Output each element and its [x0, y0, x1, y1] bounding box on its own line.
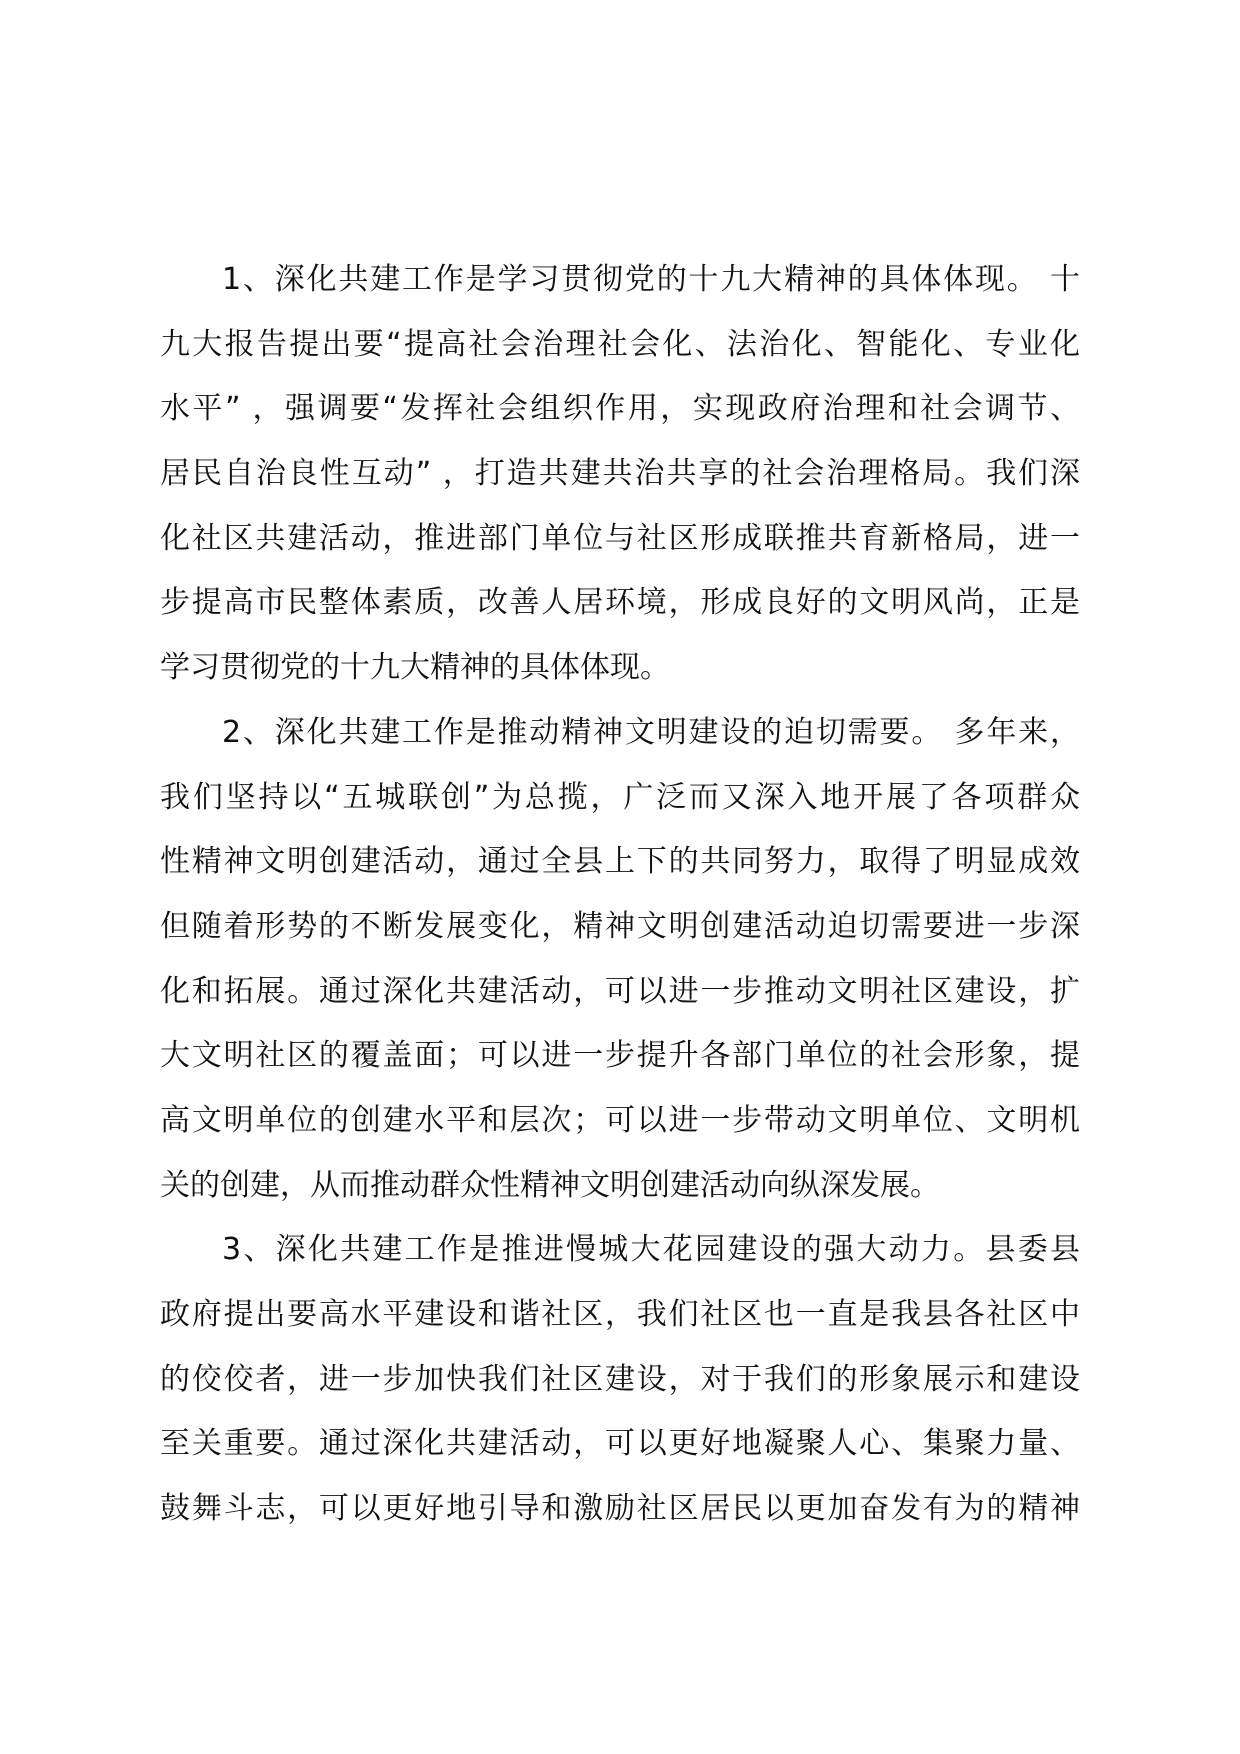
text-line: 3、深化共建工作是推进慢城大花园建设的强大动力。县委县: [222, 1232, 1080, 1268]
text-line: 但随着形势的不断发展变化，精神文明创建活动迫切需要进一步深: [160, 908, 1080, 944]
paragraph-2: [160, 701, 1080, 1219]
text-line: 居民自治良性互动” ，打造共建共治共享的社会治理格局。我们深: [160, 456, 1080, 492]
text-line: 至关重要。通过深化共建活动，可以更好地凝聚人心、集聚力量、: [160, 1426, 1080, 1462]
text-line: 化社区共建活动，推进部门单位与社区形成联推共育新格局，进一: [160, 520, 1080, 556]
text-line: 步提高市民整体素质，改善人居环境，形成良好的文明风尚，正是: [160, 585, 1080, 621]
text-line: 化和拓展。通过深化共建活动，可以进一步推动文明社区建设，扩: [160, 973, 1080, 1009]
document-body: [160, 248, 1080, 1542]
text-line: 水平” ，强调要“发挥社会组织作用，实现政府治理和社会调节、: [160, 391, 1080, 427]
text-line: 高文明单位的创建水平和层次；可以进一步带动文明单位、文明机: [160, 1102, 1080, 1138]
text-line: 政府提出要高水平建设和谐社区，我们社区也一直是我县各社区中: [160, 1297, 1080, 1332]
text-line: 九大报告提出要“提高社会治理社会化、法治化、智能化、专业化: [160, 326, 1080, 362]
text-line: 2、深化共建工作是推动精神文明建设的迫切需要。 多年来，: [222, 714, 1080, 750]
text-line: 的佼佼者，进一步加快我们社区建设，对于我们的形象展示和建设: [160, 1361, 1080, 1397]
text-line: 关的创建，从而推动群众性精神文明创建活动向纵深发展。: [160, 1167, 940, 1203]
paragraph-1: [160, 248, 1080, 701]
text-line: 鼓舞斗志，可以更好地引导和激励社区居民以更加奋发有为的精神: [160, 1491, 1080, 1527]
text-line: 学习贯彻党的十九大精神的具体体现。: [160, 650, 670, 686]
text-line: 1、深化共建工作是学习贯彻党的十九大精神的具体体现。 十: [222, 262, 1080, 297]
text-line: 大文明社区的覆盖面；可以进一步提升各部门单位的社会形象，提: [160, 1038, 1080, 1074]
text-line: 我们坚持以“五城联创”为总揽，广泛而又深入地开展了各项群众: [160, 779, 1080, 815]
paragraph-3: [160, 1218, 1080, 1541]
text-line: 性精神文明创建活动，通过全县上下的共同努力，取得了明显成效: [160, 844, 1080, 880]
